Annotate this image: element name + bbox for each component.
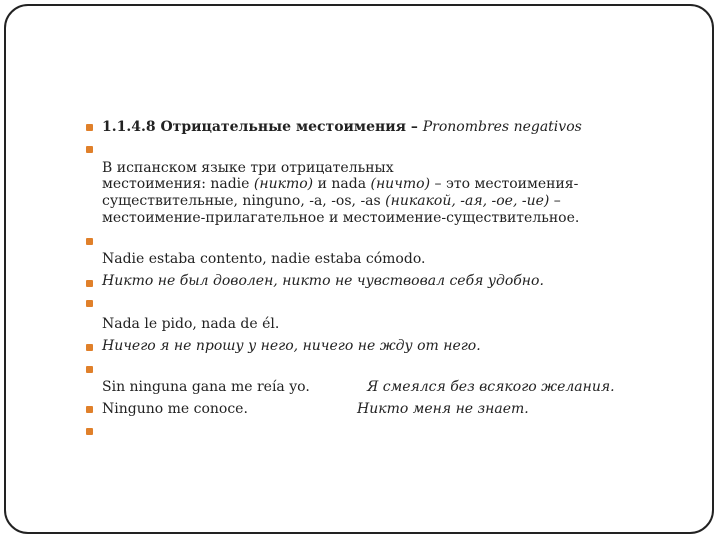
square-bullet-icon [86, 428, 93, 435]
slide-frame [4, 4, 714, 534]
square-bullet-icon [86, 344, 93, 351]
intro-line-2 [102, 176, 578, 193]
slide-heading [102, 119, 582, 136]
square-bullet-icon [86, 280, 93, 287]
square-bullet-icon [86, 124, 93, 131]
intro-text: местоимения: nadie [102, 176, 254, 192]
intro-text: – [549, 193, 561, 209]
intro-text: и nada [313, 176, 371, 192]
intro-line-1: В испанском языке три отрицательных [102, 160, 394, 176]
intro-translation: (никто) [253, 176, 314, 192]
example-4-russian: Никто меня не знает. [357, 401, 529, 417]
example-3-russian: Я смеялся без всякого желания. [367, 379, 615, 395]
example-2-russian: Ничего я не прошу у него, ничего не жду от него. [102, 338, 481, 354]
intro-text: – это местоимения- [430, 176, 579, 192]
square-bullet-icon [86, 406, 93, 413]
square-bullet-icon [86, 366, 93, 373]
intro-translation: (ничто) [370, 176, 431, 192]
intro-line-3 [102, 193, 561, 210]
heading-title-es: Pronombres negativos [422, 119, 582, 135]
intro-text: существительные, ninguno, -a, -os, -as [102, 193, 386, 209]
example-1-spanish: Nadie estaba contento, nadie estaba cómodo. [102, 251, 426, 267]
example-3-spanish: Sin ninguna gana me reía yo. [102, 379, 310, 395]
heading-title-ru: Отрицательные местоимения – [160, 119, 418, 135]
example-1-russian: Никто не был доволен, никто не чувствовал себя удобно. [102, 273, 544, 289]
square-bullet-icon [86, 146, 93, 153]
square-bullet-icon [86, 300, 93, 307]
square-bullet-icon [86, 238, 93, 245]
example-2-spanish: Nada le pido, nada de él. [102, 316, 280, 332]
intro-line-4: местоимение-прилагательное и местоимение-существительное. [102, 210, 580, 226]
example-4-spanish: Ninguno me conoce. [102, 401, 248, 417]
intro-translation: (никакой, -ая, -ое, -ие) [385, 193, 550, 209]
heading-number: 1.1.4.8 [102, 119, 156, 135]
